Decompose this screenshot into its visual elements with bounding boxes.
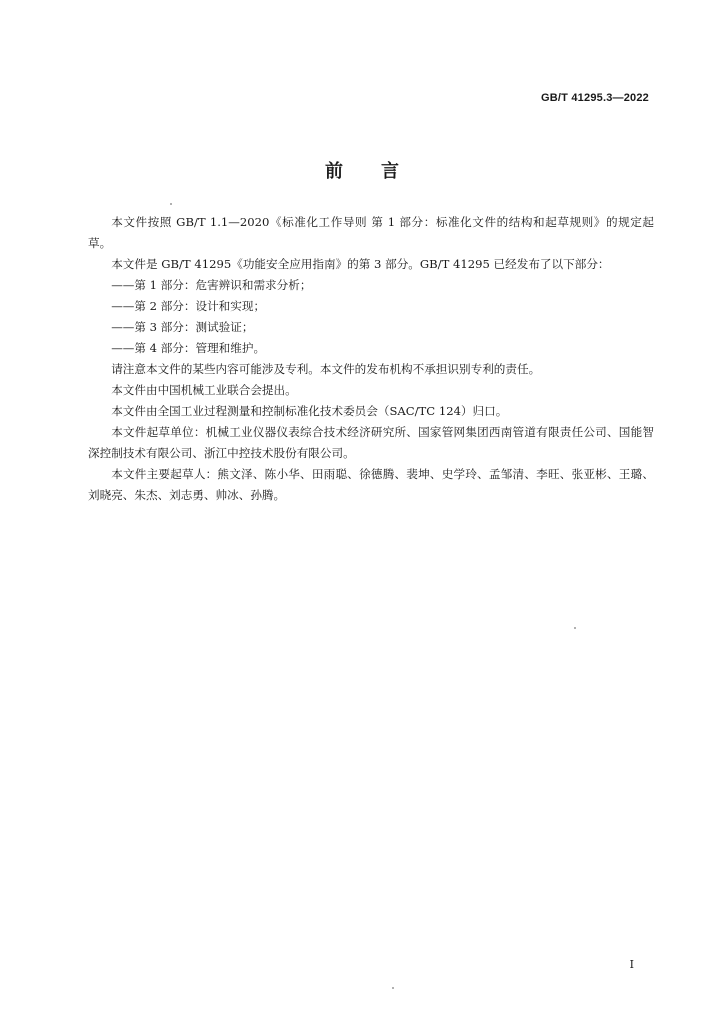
paragraph-drafters: 本文件主要起草人：熊文泽、陈小华、田雨聪、徐德腾、裴坤、史学玲、孟邹清、李旺、张亚彬、王璐、刘晓亮、朱杰、刘志勇、帅冰、孙腾。 [88, 467, 654, 502]
list-item-part-2: ——第 2 部分：设计和实现； [111, 299, 266, 313]
page-number: I [629, 958, 634, 971]
scan-speck [392, 987, 394, 989]
foreword-body [88, 212, 654, 506]
list-item-part-1: ——第 1 部分：危害辨识和需求分析； [111, 278, 312, 292]
paragraph-patent-notice: 请注意本文件的某些内容可能涉及专利。本文件的发布机构不承担识别专利的责任。 [111, 362, 541, 376]
list-item-part-3: ——第 3 部分：测试验证； [111, 320, 254, 334]
paragraph-drafting-rules: 本文件按照 GB/T 1.1—2020《标准化工作导则 第 1 部分：标准化文件的结构和起草规则》的规定起草。 [88, 215, 654, 250]
title-char-1: 前 [325, 161, 343, 182]
list-item-part-4: ——第 4 部分：管理和维护。 [111, 341, 266, 355]
paragraph-committee: 本文件由全国工业过程测量和控制标准化技术委员会（SAC/TC 124）归口。 [111, 404, 508, 418]
standard-code: GB/T 41295.3—2022 [541, 92, 649, 104]
paragraph-proposer: 本文件由中国机械工业联合会提出。 [111, 383, 297, 397]
page-title [0, 157, 724, 183]
title-char-2: 言 [381, 161, 399, 182]
paragraph-drafting-units: 本文件起草单位：机械工业仪器仪表综合技术经济研究所、国家管网集团西南管道有限责任公司、国能智深控制技术有限公司、浙江中控技术股份有限公司。 [88, 425, 654, 460]
scan-speck [170, 203, 172, 205]
scan-speck [574, 627, 576, 629]
paragraph-series-info: 本文件是 GB/T 41295《功能安全应用指南》的第 3 部分。GB/T 41295 已经发布了以下部分： [111, 257, 610, 271]
